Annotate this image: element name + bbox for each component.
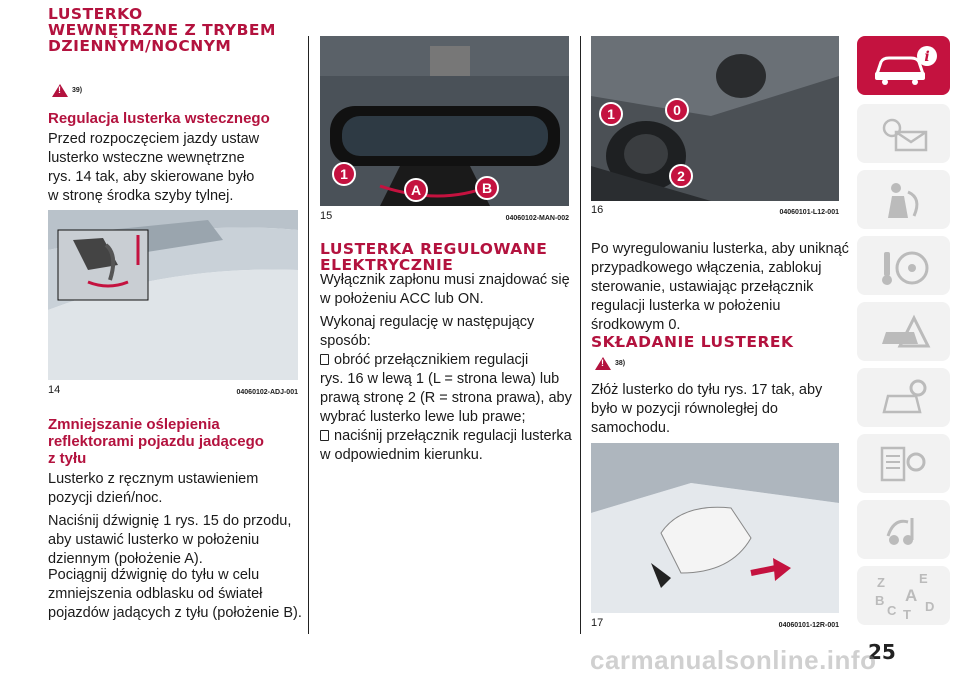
text-line: w stronę środka szyby tylnej. bbox=[48, 188, 234, 204]
figure-code: 04060102-ADJ-001 bbox=[236, 389, 298, 396]
tab-maintenance[interactable] bbox=[857, 368, 950, 427]
tab-warning-lights[interactable] bbox=[857, 104, 950, 163]
text-line: dziennym (położenie A). bbox=[48, 551, 203, 567]
figure-14-caption bbox=[48, 384, 298, 396]
text-line: przypadkowego włączenia, zablokuj bbox=[591, 260, 822, 276]
column-divider bbox=[580, 36, 581, 634]
section-heading-interior-mirror bbox=[48, 6, 308, 54]
tab-emergency[interactable] bbox=[857, 302, 950, 361]
text-line: sterowanie, ustawiając przełącznik bbox=[591, 279, 814, 295]
figure-15-mirror-lever-photo bbox=[320, 36, 569, 206]
subheading-line: reflektorami pojazdu jadącego bbox=[48, 433, 264, 450]
para-1 bbox=[48, 130, 259, 206]
figure-number: 14 bbox=[48, 384, 61, 396]
heading-line: LUSTERKA REGULOWANE bbox=[320, 240, 548, 258]
text-line: w położeniu ACC lub ON. bbox=[320, 291, 484, 307]
emergency-icon bbox=[874, 310, 934, 354]
para-1 bbox=[591, 240, 851, 335]
watermark: carmanualsonline.info bbox=[590, 645, 877, 675]
tab-starting-driving[interactable] bbox=[857, 236, 950, 295]
text-line: zmniejszenia odblasku od świateł bbox=[48, 586, 263, 602]
para-2 bbox=[320, 313, 580, 351]
subheading-line: Zmniejszanie oślepienia bbox=[48, 416, 220, 433]
tab-multimedia[interactable] bbox=[857, 500, 950, 559]
index-letter: B bbox=[874, 592, 884, 608]
text-line: Przed rozpoczęciem jazdy ustaw bbox=[48, 131, 260, 147]
heading-line: LUSTERKO bbox=[48, 5, 143, 23]
text-line: było w pozycji równoległej do bbox=[591, 401, 778, 417]
text-line: Po wyregulowaniu lusterka, aby uniknąć bbox=[591, 241, 849, 257]
section-heading-electric-mirrors bbox=[320, 241, 580, 273]
text-line: prawą stronę 2 (R = strona prawa), aby bbox=[320, 390, 572, 406]
figure-16-caption bbox=[591, 204, 839, 216]
callout-1: 1 bbox=[332, 162, 356, 186]
text-line: samochodu. bbox=[591, 420, 670, 436]
tab-technical-data[interactable] bbox=[857, 434, 950, 493]
index-letter: D bbox=[924, 598, 934, 614]
bullet-2 bbox=[320, 427, 580, 465]
text-line: obróć przełącznikiem regulacji bbox=[334, 352, 529, 368]
figure-15-illustration bbox=[320, 36, 569, 206]
maintenance-icon bbox=[874, 376, 934, 420]
callout-a: A bbox=[404, 178, 428, 202]
warning-lights-icon bbox=[874, 112, 934, 156]
text-line: pozycji dzień/noc. bbox=[48, 490, 163, 506]
text-line: lusterko wsteczne wewnętrzne bbox=[48, 150, 245, 166]
bullet-icon bbox=[320, 430, 329, 441]
text-line: Wyłącznik zapłonu musi znajdować się bbox=[320, 272, 570, 288]
warning-triangle-icon bbox=[52, 84, 68, 97]
subheading-line: z tyłu bbox=[48, 450, 87, 467]
callout-0: 0 bbox=[665, 98, 689, 122]
figure-number: 16 bbox=[591, 204, 604, 216]
para-2 bbox=[48, 470, 258, 508]
callout-1: 1 bbox=[599, 102, 623, 126]
text-line: środkowym 0. bbox=[591, 317, 681, 333]
figure-17-illustration bbox=[591, 443, 839, 613]
text-line: rys. 16 w lewą 1 (L = strona lewa) lub bbox=[320, 371, 560, 387]
para-1 bbox=[320, 271, 580, 309]
text-line: naciśnij przełącznik regulacji lusterka bbox=[334, 428, 572, 444]
para-2 bbox=[591, 381, 851, 438]
warning-triangle-icon bbox=[595, 357, 611, 370]
technical-data-icon bbox=[874, 442, 934, 486]
figure-15-caption bbox=[320, 210, 569, 222]
tab-safety[interactable] bbox=[857, 170, 950, 229]
callout-b: B bbox=[475, 176, 499, 200]
text-line: rys. 14 tak, aby skierowane było bbox=[48, 169, 255, 185]
index-letter: E bbox=[918, 570, 928, 586]
safety-icon bbox=[874, 178, 934, 222]
warning-ref bbox=[595, 357, 625, 370]
text-line: sposób: bbox=[320, 333, 371, 349]
figure-16-mirror-switch-photo bbox=[591, 36, 839, 201]
figure-17-caption bbox=[591, 617, 839, 629]
index-letter: A bbox=[904, 585, 917, 605]
text-line: Wykonaj regulację w następujący bbox=[320, 314, 535, 330]
subheading-dazzle bbox=[48, 416, 298, 467]
info-glyph: i bbox=[923, 48, 930, 65]
warning-ref-number: 39) bbox=[72, 87, 83, 94]
figure-number: 15 bbox=[320, 210, 333, 222]
text-line: Lusterko z ręcznym ustawieniem bbox=[48, 471, 259, 487]
section-heading-folding-mirrors: SKŁADANIE LUSTEREK bbox=[591, 333, 794, 351]
figure-number: 17 bbox=[591, 617, 604, 629]
figure-14-interior-mirror-photo bbox=[48, 210, 298, 380]
para-3 bbox=[48, 512, 308, 569]
warning-ref bbox=[52, 84, 82, 97]
heading-line: ELEKTRYCZNIE bbox=[320, 256, 454, 274]
figure-14-illustration bbox=[48, 210, 298, 380]
text-line: aby ustawić lusterko w położeniu bbox=[48, 532, 260, 548]
index-icon bbox=[869, 571, 939, 621]
page-number: 25 bbox=[868, 640, 896, 664]
figure-code: 04060102-MAN-002 bbox=[505, 215, 569, 222]
heading-line: WEWNĘTRZNE Z TRYBEM bbox=[48, 21, 276, 39]
text-line: w odpowiednim kierunku. bbox=[320, 447, 483, 463]
figure-code: 04060101-L12-001 bbox=[779, 209, 839, 216]
bullet-1 bbox=[320, 351, 580, 427]
bullet-icon bbox=[320, 354, 329, 365]
index-letter: T bbox=[902, 606, 911, 621]
starting-driving-icon bbox=[874, 244, 934, 288]
car-info-icon bbox=[869, 44, 939, 88]
text-line: Złóż lusterko do tyłu rys. 17 tak, aby bbox=[591, 382, 823, 398]
para-4 bbox=[48, 566, 318, 623]
subheading-adjust: Regulacja lusterka wstecznego bbox=[48, 110, 270, 127]
tab-index[interactable] bbox=[857, 566, 950, 625]
text-line: regulacji lusterka w położeniu bbox=[591, 298, 781, 314]
figure-16-illustration bbox=[591, 36, 839, 201]
text-line: Naciśnij dźwignię 1 rys. 15 do przodu, bbox=[48, 513, 292, 529]
index-letter: C bbox=[886, 602, 896, 618]
callout-2: 2 bbox=[669, 164, 693, 188]
multimedia-icon bbox=[874, 508, 934, 552]
text-line: pojazdów jadących z tyłu (położenie B). bbox=[48, 605, 302, 621]
figure-17-folding-mirror-photo bbox=[591, 443, 839, 613]
column-divider bbox=[308, 36, 309, 634]
tab-car-info[interactable] bbox=[857, 36, 950, 95]
index-letter: Z bbox=[876, 574, 885, 590]
text-line: wybrać lusterko lewe lub prawe; bbox=[320, 409, 526, 425]
warning-ref-number: 38) bbox=[615, 360, 626, 367]
text-line: Pociągnij dźwignię do tyłu w celu bbox=[48, 567, 260, 583]
figure-code: 04060101-12R-001 bbox=[778, 622, 839, 629]
heading-line: DZIENNYM/NOCNYM bbox=[48, 37, 232, 55]
